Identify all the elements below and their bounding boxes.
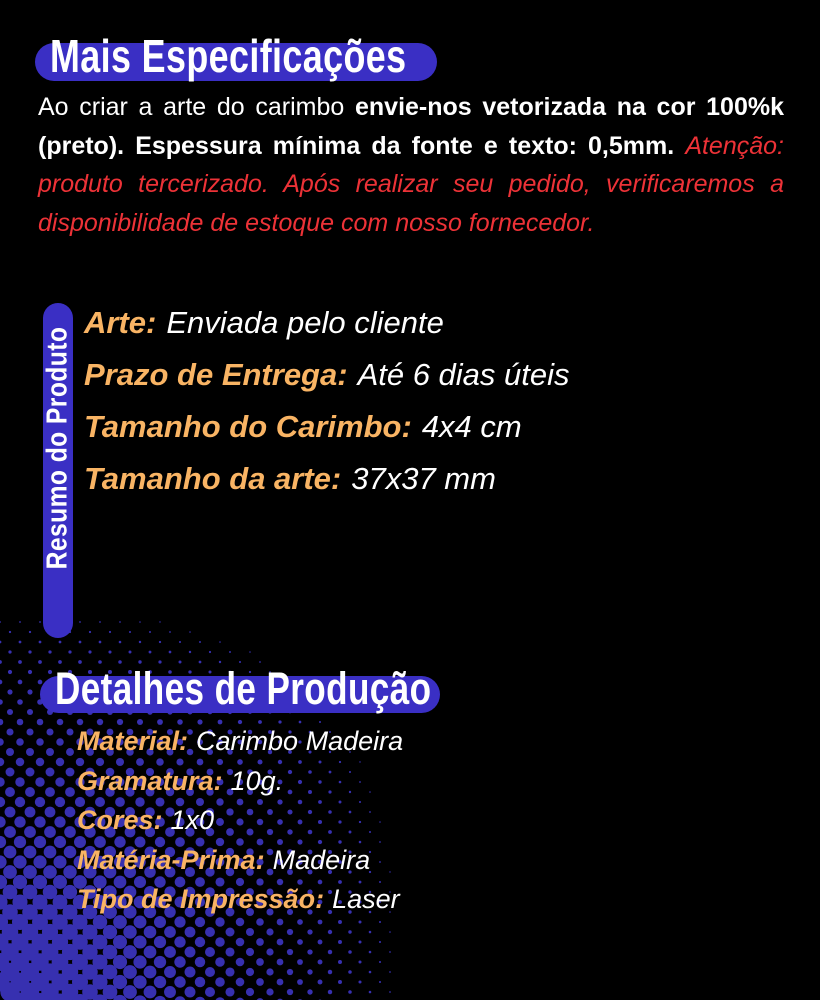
production-details-banner	[40, 663, 440, 714]
production-label: Gramatura:	[77, 765, 223, 796]
summary-value: Enviada pelo cliente	[166, 305, 444, 340]
intro-normal-text: Ao criar a arte do carimbo	[38, 93, 355, 121]
production-label: Tipo de Impressão:	[77, 884, 325, 914]
summary-side-label: Resumo do Produto	[41, 326, 74, 570]
summary-side-bar	[43, 303, 73, 638]
summary-item-tamanho-arte	[84, 453, 570, 505]
more-specs-banner	[35, 30, 437, 82]
production-item-material	[77, 722, 403, 762]
production-item-materia-prima	[77, 841, 403, 881]
production-item-cores	[77, 801, 403, 841]
intro-bold-text: envie-nos vetorizada na cor 100%k (preto). Espessura mínima da fonte e texto: 0,5mm	[38, 93, 784, 160]
intro-paragraph	[38, 88, 784, 242]
production-value: Laser	[332, 884, 400, 914]
production-value: Carimbo Madeira	[196, 726, 404, 756]
production-value: Madeira	[272, 844, 371, 875]
summary-item-tamanho-carimbo	[84, 401, 570, 453]
summary-item-prazo	[84, 349, 570, 401]
intro-bold-period: .	[667, 131, 686, 160]
production-details-title: Detalhes de Produção	[55, 663, 432, 714]
summary-list	[84, 297, 570, 505]
summary-item-arte	[84, 297, 570, 349]
production-item-tipo-impressao	[77, 880, 403, 920]
intro-alert-text: Atenção: produto tercerizado. Após realizar seu pedido, verificaremos a disponibilidade de estoque com nosso fornecedor.	[38, 131, 784, 237]
production-value: 1x0	[170, 805, 215, 835]
summary-label: Tamanho do Carimbo:	[84, 409, 412, 444]
summary-value: 37x37 mm	[351, 461, 496, 496]
summary-label: Prazo de Entrega:	[84, 357, 348, 392]
more-specs-title: Mais Especificações	[50, 30, 407, 82]
summary-value: 4x4 cm	[421, 409, 522, 444]
production-label: Cores:	[77, 805, 163, 835]
production-label: Matéria-Prima:	[77, 844, 265, 875]
production-label: Material:	[77, 726, 189, 756]
summary-label: Arte:	[84, 305, 157, 340]
production-item-gramatura	[77, 762, 403, 802]
summary-value: Até 6 dias úteis	[357, 357, 570, 392]
production-value: 10g.	[230, 765, 284, 796]
summary-label: Tamanho da arte:	[84, 461, 342, 496]
production-list	[77, 722, 403, 920]
